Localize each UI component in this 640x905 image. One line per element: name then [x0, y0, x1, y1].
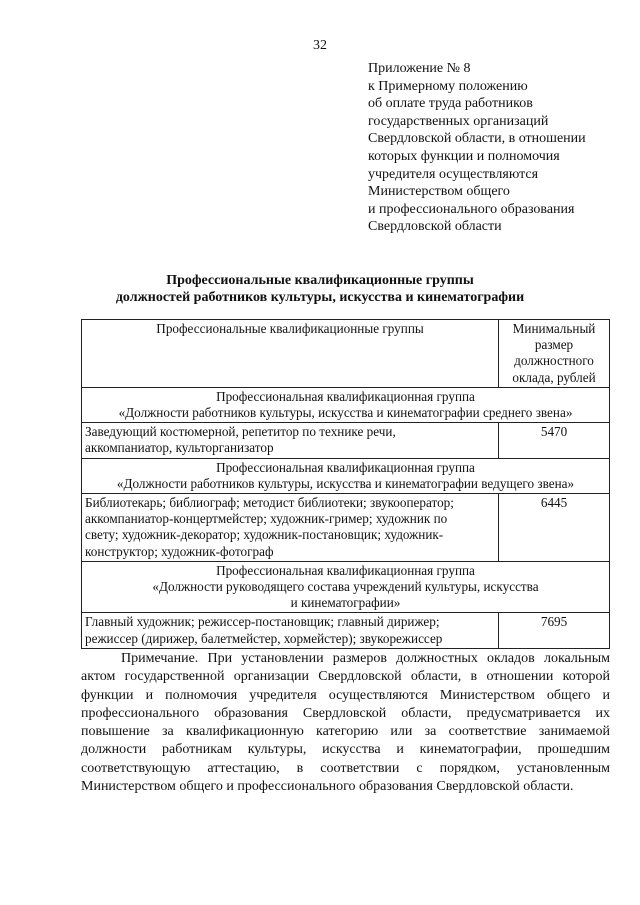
header-salary-line: размер	[534, 337, 574, 353]
appendix-line: к Примерному положению	[368, 78, 528, 94]
table-row	[82, 613, 610, 648]
group-title-row	[82, 387, 610, 422]
header-salary-line: Минимальный	[512, 321, 596, 336]
header-salary-line: оклада, рублей	[512, 369, 596, 385]
salary-cell	[499, 423, 610, 458]
position-line: Главный художник; режиссер-постановщик; главный дирижер;	[85, 614, 440, 630]
appendix-reference	[368, 60, 628, 236]
header-groups-label: Профессиональные квалификационные группы	[156, 321, 424, 336]
appendix-line: Свердловской области, в отношении	[368, 131, 586, 147]
position-line: конструктор; художник-фотограф	[85, 543, 274, 559]
position-line: свету; художник-декоратор; художник-постановщик; художник-	[85, 527, 444, 543]
appendix-line: которых функции и полномочия	[368, 148, 560, 164]
group-title-cell	[82, 458, 610, 493]
group-title-line: Профессиональная квалификационная группа	[216, 459, 475, 475]
group-title-cell	[82, 387, 610, 422]
table-row	[82, 494, 610, 562]
group-title-row	[82, 561, 610, 613]
position-line: Заведующий костюмерной, репетитор по технике речи,	[85, 424, 396, 440]
group-title-cell	[82, 561, 610, 613]
salary-value: 5470	[540, 424, 568, 440]
header-groups-cell	[82, 320, 499, 388]
title-line-1: Профессиональные квалификационные группы	[166, 273, 474, 288]
title-line-2: должностей работников культуры, искусства и кинематографии	[115, 290, 525, 305]
qualification-groups-table	[81, 319, 610, 649]
positions-cell	[82, 423, 499, 458]
group-title-line: Профессиональная квалификационная группа	[216, 562, 475, 578]
appendix-line: и профессионального образования	[368, 201, 575, 217]
table-header-row	[82, 320, 610, 388]
page-number: 32	[313, 38, 327, 53]
appendix-line: учредителя осуществляются	[368, 166, 539, 182]
positions-cell	[82, 613, 499, 648]
positions-cell	[82, 494, 499, 562]
salary-cell	[499, 494, 610, 562]
salary-value: 7695	[540, 614, 568, 630]
salary-cell	[499, 613, 610, 648]
position-line: режиссер (дирижер, балетмейстер, хормейстер); звукорежиссер	[85, 630, 443, 646]
group-title-line: «Должности работников культуры, искусства и кинематографии ведущего звена»	[116, 475, 575, 491]
appendix-line: Свердловской области	[368, 219, 502, 235]
position-line: аккомпаниатор-концертмейстер; художник-гример; художник по	[85, 511, 448, 527]
position-line: Библиотекарь; библиограф; методист библиотеки; звукооператор;	[85, 495, 454, 511]
appendix-line: Приложение № 8	[368, 61, 471, 76]
group-title-line: «Должности руководящего состава учреждений культуры, искусства	[152, 579, 539, 595]
appendix-line: об оплате труда работников	[368, 96, 533, 112]
group-title-line: Профессиональная квалификационная группа	[216, 388, 475, 404]
document-title	[0, 272, 640, 306]
group-title-row	[82, 458, 610, 493]
group-title-line: «Должности работников культуры, искусства и кинематографии среднего звена»	[118, 405, 573, 421]
appendix-line: Министерством общего	[368, 184, 510, 200]
header-salary-line: должностного	[514, 353, 594, 369]
note-paragraph: Примечание. При установлении размеров должностных окладов локальным актом государственной организации Свердловской области, в отношении которой функции и полномочия учредителя осуществляются Министерством общего и профессионального образования Свердловской области, предусматривается их повышение за квалификационную категорию или за соответствие занимаемой должности работникам культуры, искусства и кинематографии, прошедшим соответствующую аттестацию, в соответствии с порядком, установленным Министерством общего и профессионального образования Свердловской области.	[81, 651, 610, 795]
appendix-line: государственных организаций	[368, 113, 549, 129]
table-row	[82, 423, 610, 458]
salary-value: 6445	[540, 495, 568, 511]
header-salary-cell	[499, 320, 610, 388]
group-title-line: и кинематографии»	[290, 595, 401, 611]
position-line: аккомпаниатор, культорганизатор	[85, 440, 274, 456]
